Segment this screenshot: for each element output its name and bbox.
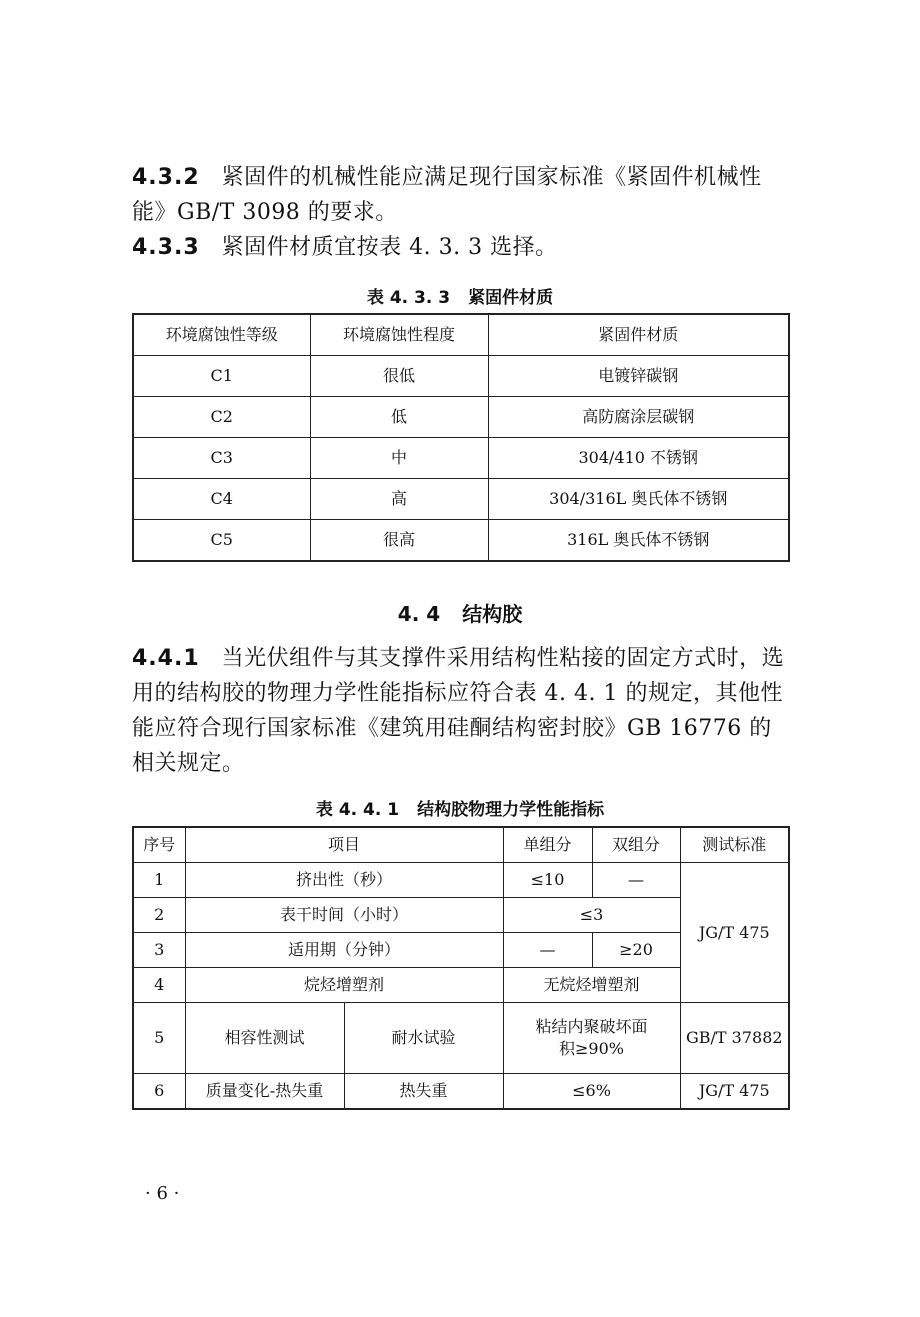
table-row [133, 479, 789, 520]
section-title: 结构胶 [462, 602, 523, 626]
table-cell: 很低 [310, 356, 488, 397]
clause-4-3-3 [132, 230, 788, 265]
table-cell: 316L 奥氏体不锈钢 [488, 520, 789, 562]
item-cell: 表干时间（小时） [185, 898, 503, 933]
row-number: 4 [133, 968, 185, 1003]
table-row [133, 520, 789, 562]
table-row [133, 1074, 789, 1110]
table-number: 表 4. 3. 3 [366, 288, 451, 308]
double-component-cell: — [592, 863, 680, 898]
clause-number: 4.4.1 [132, 646, 200, 671]
clause-number: 4.3.2 [132, 165, 200, 190]
row-number: 3 [133, 933, 185, 968]
row-number: 2 [133, 898, 185, 933]
value-cell: ≤6% [503, 1074, 680, 1110]
table-cell: 电镀锌碳钢 [488, 356, 789, 397]
table-4-4-1-caption [132, 795, 788, 820]
value-cell: 无烷烃增塑剂 [503, 968, 680, 1003]
section-number: 4. 4 [397, 602, 441, 626]
value-cell: ≤3 [503, 898, 680, 933]
table-cell: 高 [310, 479, 488, 520]
header-cell: 双组分 [592, 827, 680, 863]
item-cell: 质量变化-热失重 [185, 1074, 344, 1110]
header-cell: 序号 [133, 827, 185, 863]
header-cell: 单组分 [503, 827, 592, 863]
row-number: 5 [133, 1003, 185, 1074]
clause-text: 当光伏组件与其支撑件采用结构性粘接的固定方式时，选用的结构胶的物理力学性能指标应符合表 4. 4. 1 的规定，其他性能应符合现行国家标准《建筑用硅酮结构密封胶》GB 16776 的相关规定。 [132, 646, 785, 776]
item-cell: 适用期（分钟） [185, 933, 503, 968]
table-cell: 很高 [310, 520, 488, 562]
table-row [133, 397, 789, 438]
table-row [133, 1003, 789, 1074]
double-component-cell: ≥20 [592, 933, 680, 968]
table-cell: C2 [133, 397, 310, 438]
table-cell: C3 [133, 438, 310, 479]
clause-text: 紧固件的机械性能应满足现行国家标准《紧固件机械性能》GB/T 3098 的要求。 [132, 165, 762, 225]
table-row [133, 863, 789, 898]
table-header-row [133, 827, 789, 863]
item-cell: 挤出性（秒） [185, 863, 503, 898]
clause-4-3-2 [132, 160, 788, 230]
table-title: 结构胶物理力学性能指标 [417, 800, 605, 820]
page-number: · 6 · [145, 1183, 180, 1204]
table-header-row [133, 314, 789, 356]
section-heading-4-4 [132, 598, 788, 627]
value-cell: 粘结内聚破坏面积≥90% [503, 1003, 680, 1074]
table-cell: 低 [310, 397, 488, 438]
table-row [133, 356, 789, 397]
item-cell: 相容性测试 [185, 1003, 344, 1074]
table-cell: C1 [133, 356, 310, 397]
header-cell: 环境腐蚀性等级 [133, 314, 310, 356]
structural-adhesive-table [132, 826, 790, 1110]
sub-item-cell: 耐水试验 [344, 1003, 503, 1074]
single-component-cell: — [503, 933, 592, 968]
header-cell: 项目 [185, 827, 503, 863]
test-standard-cell: JG/T 475 [680, 863, 789, 1003]
header-cell: 紧固件材质 [488, 314, 789, 356]
table-cell: 中 [310, 438, 488, 479]
table-cell: 304/410 不锈钢 [488, 438, 789, 479]
table-cell: C5 [133, 520, 310, 562]
table-number: 表 4. 4. 1 [315, 800, 400, 820]
table-4-3-3-caption [132, 283, 788, 308]
table-title: 紧固件材质 [468, 288, 554, 308]
clause-text: 紧固件材质宜按表 4. 3. 3 选择。 [221, 235, 558, 260]
table-cell: 304/316L 奥氏体不锈钢 [488, 479, 789, 520]
table-cell: C4 [133, 479, 310, 520]
header-cell: 测试标准 [680, 827, 789, 863]
table-row [133, 438, 789, 479]
single-component-cell: ≤10 [503, 863, 592, 898]
row-number: 6 [133, 1074, 185, 1110]
fastener-material-table [132, 313, 790, 562]
test-standard-cell: GB/T 37882 [680, 1003, 789, 1074]
test-standard-cell: JG/T 475 [680, 1074, 789, 1110]
table-cell: 高防腐涂层碳钢 [488, 397, 789, 438]
clause-4-4-1 [132, 641, 788, 781]
header-cell: 环境腐蚀性程度 [310, 314, 488, 356]
item-cell: 烷烃增塑剂 [185, 968, 503, 1003]
clause-number: 4.3.3 [132, 235, 200, 260]
sub-item-cell: 热失重 [344, 1074, 503, 1110]
row-number: 1 [133, 863, 185, 898]
